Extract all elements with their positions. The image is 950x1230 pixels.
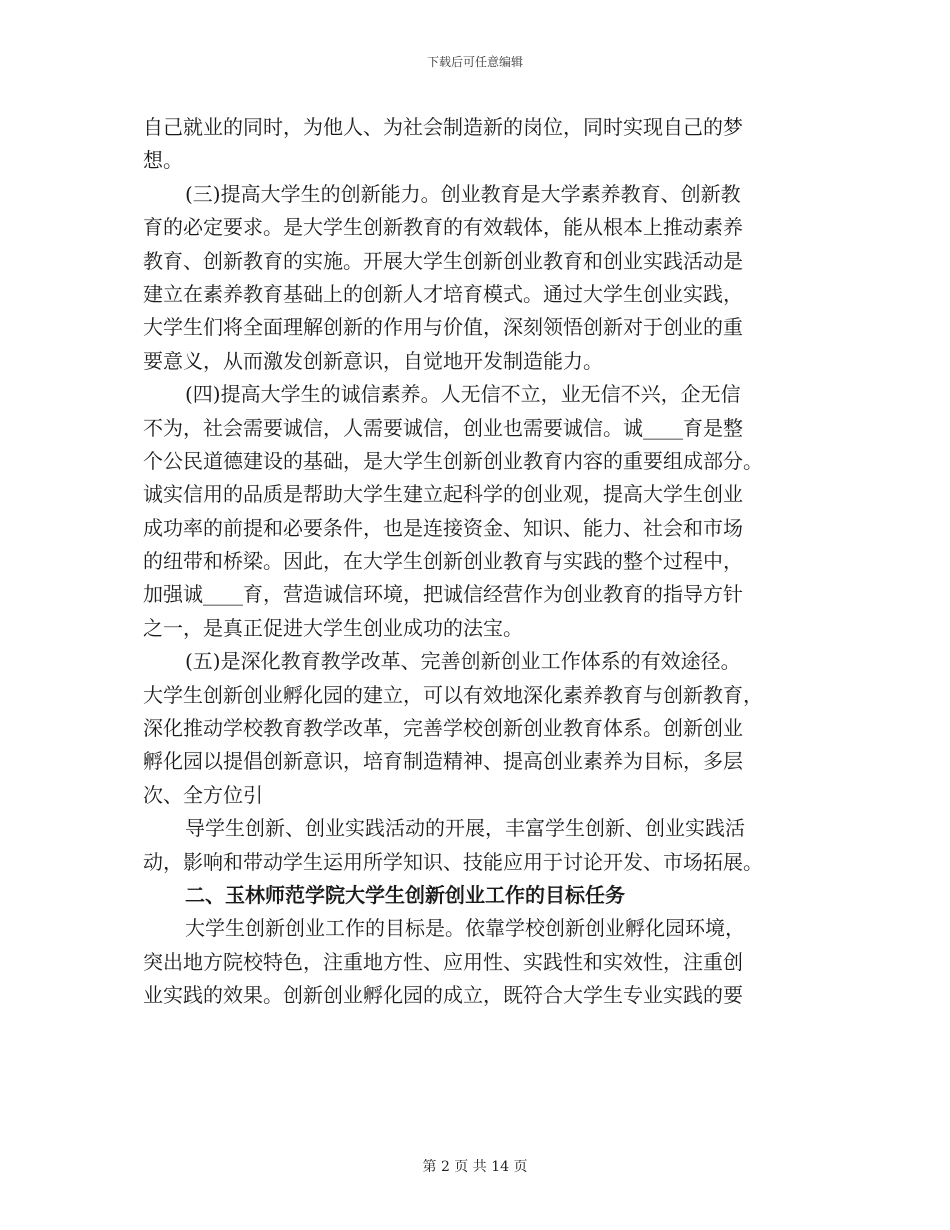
text-line: 要意义，从而激发创新意识，自觉地开发制造能力。 — [143, 348, 603, 373]
page-header: 下载后可任意编辑 — [426, 55, 523, 69]
paragraph-start-line: 大学生创新创业工作的目标是。依靠学校创新创业孵化园环境， — [185, 916, 745, 941]
section-heading: 二、玉林师范学院大学生创新创业工作的目标任务 — [185, 882, 625, 907]
text-line: 自己就业的同时，为他人、为社会制造新的岗位，同时实现自己的梦 — [143, 115, 743, 139]
document-body — [143, 111, 803, 1013]
page-number-footer: 第 2 页 共 14 页 — [422, 1159, 528, 1175]
text-line: 大学生们将全面理解创新的作用与价值，深刻领悟创新对于创业的重 — [143, 315, 743, 340]
paragraph-start-line: (三)提高大学生的创新能力。创业教育是大学素养教育、创新教 — [185, 181, 741, 206]
paragraph-start-line: (四)提高大学生的诚信素养。人无信不立，业无信不兴，企无信 — [185, 382, 741, 407]
text-line: 深化推动学校教育教学改革，完善学校创新创业教育体系。创新创业 — [143, 716, 743, 741]
text-line: 次、全方位引 — [143, 782, 263, 807]
text-line: 诚实信用的品质是帮助大学生建立起科学的创业观，提高大学生创业 — [143, 482, 743, 507]
text-line: 想。 — [143, 148, 183, 173]
text-line: 育的必定要求。是大学生创新教育的有效载体，能从根本上推动素养 — [143, 215, 743, 240]
text-line: 成功率的前提和必要条件，也是连接资金、知识、能力、社会和市场 — [143, 515, 743, 540]
text-line: 之一，是真正促进大学生创业成功的法宝。 — [143, 615, 523, 640]
text-line: 个公民道德建设的基础，是大学生创新创业教育内容的重要组成部分。 — [143, 448, 763, 473]
text-line: 教育、创新教育的实施。开展大学生创新创业教育和创业实践活动是 — [143, 248, 743, 273]
text-line: 的纽带和桥梁。因此，在大学生创新创业教育与实践的整个过程中， — [143, 549, 743, 574]
text-line: 不为，社会需要诚信，人需要诚信，创业也需要诚信。诚____育是整 — [143, 415, 743, 440]
text-line: 加强诚____育，营造诚信环境，把诚信经营作为创业教育的指导方针 — [143, 582, 743, 607]
text-line: 建立在素养教育基础上的创新人才培育模式。通过大学生创业实践， — [143, 281, 743, 306]
paragraph-start-line: (五)是深化教育教学改革、完善创新创业工作体系的有效途径。 — [185, 649, 741, 674]
paragraph-start-line: 导学生创新、创业实践活动的开展，丰富学生创新、创业实践活 — [185, 816, 745, 841]
text-line: 动，影响和带动学生运用所学知识、技能应用于讨论开发、市场拓展。 — [143, 849, 763, 874]
text-line: 突出地方院校特色，注重地方性、应用性、实践性和实效性，注重创 — [143, 949, 743, 974]
text-line: 孵化园以提倡创新意识，培育制造精神、提高创业素养为目标，多层 — [143, 749, 743, 774]
text-line: 大学生创新创业孵化园的建立，可以有效地深化素养教育与创新教育， — [143, 682, 763, 707]
text-line: 业实践的效果。创新创业孵化园的成立，既符合大学生专业实践的要 — [143, 983, 743, 1008]
